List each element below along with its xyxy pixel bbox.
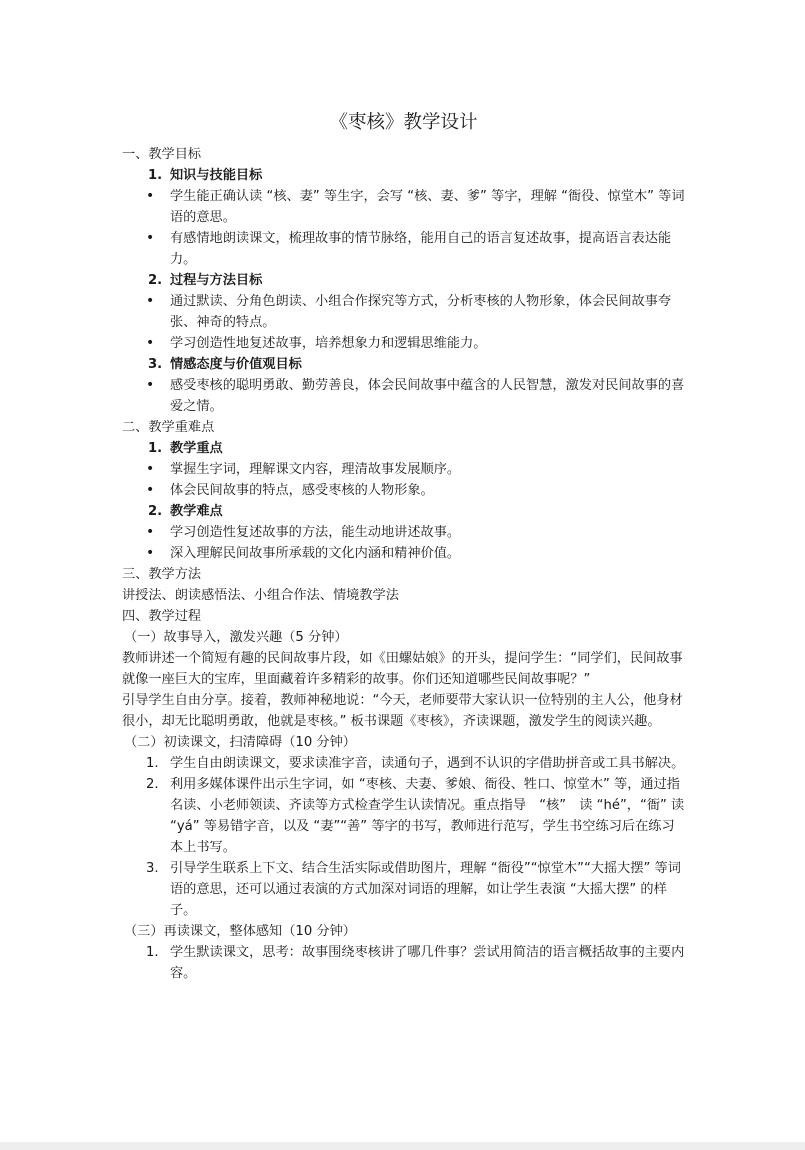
section-heading-goals: 一、教学目标 [122,147,202,162]
bullet-item: • 体会民间故事的特点，感受枣核的人物形象。 [122,480,685,501]
list-item: 2. 利用多媒体课件出示生字词，如 “枣核、夫妻、爹娘、衙役、牲口、惊堂木” 等，通过指名读、小老师领读、齐读等方式检查学生认读情况。重点指导 “核” 读 “hé”，“衙” 读 “yá” 等易错字音，以及 “妻”“善” 等字的书写，教师进行范写，学生书空练习后在练习本上书写。 [146,777,685,855]
step-heading-intro: （一）故事导入，激发兴趣（5 分钟） [124,630,348,645]
list-item: 1. 学生自由朗读课文，要求读准字音，读通句子，遇到不认识的字借助拼音或工具书解决。 [146,756,685,771]
section-heading-process: 四、教学过程 [122,609,202,624]
bullet-item: • 感受枣核的聪明勇敢、勤劳善良，体会民间故事中蕴含的人民智慧，激发对民间故事的喜爱之情。 [122,375,685,417]
bullet-item: • 通过默读、分角色朗读、小组合作探究等方式，分析枣核的人物形象，体会民间故事夸张、神奇的特点。 [122,291,685,333]
subheading-emotion: 3. 情感态度与价值观目标 [148,357,302,372]
document-title: 《枣核》教学设计 [329,112,478,133]
bullet-item: • 有感情地朗读课文，梳理故事的情节脉络，能用自己的语言复述故事，提高语言表达能力。 [122,228,685,270]
bullet-item: • 掌握生字词，理解课文内容，理清故事发展顺序。 [122,459,685,480]
subheading-knowledge: 1. 知识与技能目标 [148,168,263,183]
section-heading-methods: 三、教学方法 [122,567,202,582]
bullet-item: • 学生能正确认读 “核、妻” 等生字，会写 “核、妻、爹” 等字，理解 “衙役、惊堂木” 等词语的意思。 [122,186,685,228]
list-item: 3. 引导学生联系上下文、结合生活实际或借助图片，理解 “衙役”“惊堂木”“大摇大摆” 等词语的意思，还可以通过表演的方式加深对词语的理解，如让学生表演 “大摇大摆” 的样子。 [146,861,681,918]
subheading-difficulties: 2. 教学难点 [148,504,223,519]
subheading-process-method: 2. 过程与方法目标 [148,273,263,288]
paragraph: 教师讲述一个简短有趣的民间故事片段，如《田螺姑娘》的开头，提问学生：“同学们，民间故事就像一座巨大的宝库，里面藏着许多精彩的故事。你们还知道哪些民间故事呢？” [122,651,683,687]
bullet-item: • 深入理解民间故事所承载的文化内涵和精神价值。 [122,543,685,564]
section-heading-focus: 二、教学重难点 [122,420,215,435]
subheading-key-points: 1. 教学重点 [148,441,223,456]
page-bottom-strip [0,1142,805,1150]
methods-text: 讲授法、朗读感悟法、小组合作法、情境教学法 [122,588,399,603]
bullet-item: • 学习创造性地复述故事，培养想象力和逻辑思维能力。 [122,333,685,354]
bullet-item: • 学习创造性复述故事的方法，能生动地讲述故事。 [122,522,685,543]
step-heading-second-reading: （三）再读课文，整体感知（10 分钟） [124,924,356,939]
list-item: 1. 学生默读课文，思考：故事围绕枣核讲了哪几件事？尝试用简洁的语言概括故事的主要内容。 [146,945,685,981]
step-heading-first-reading: （二）初读课文，扫清障碍（10 分钟） [124,735,356,750]
paragraph: 引导学生自由分享。接着，教师神秘地说：“今天，老师要带大家认识一位特别的主人公，他身材很小，却无比聪明勇敢，他就是枣核。” 板书课题《枣核》，齐读课题，激发学生的阅读兴趣。 [122,693,683,729]
